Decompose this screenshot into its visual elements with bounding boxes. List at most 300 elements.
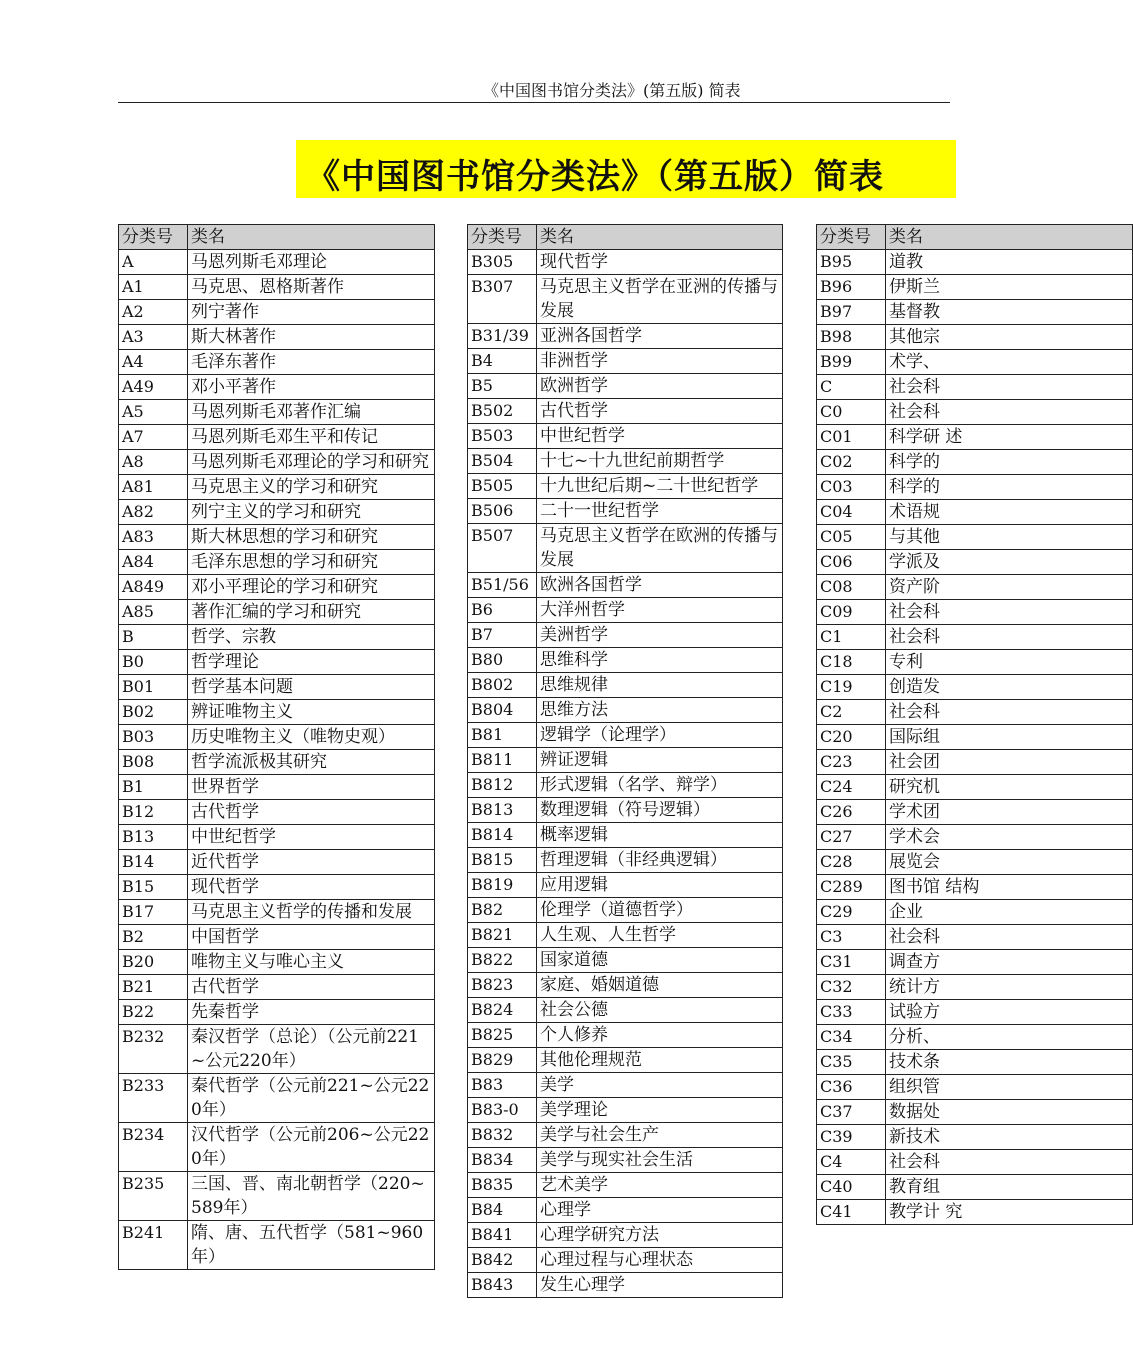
table-row [817,775,1133,800]
class-code: B6 [468,598,537,623]
table-row [119,675,435,700]
class-code: B241 [119,1221,188,1270]
header-code: 分类号 [817,225,886,250]
class-code: C20 [817,725,886,750]
class-name: 哲学理论 [188,650,435,675]
table-row [468,1048,783,1073]
running-header-text: 《中国图书馆分类法》(第五版) 简表 [483,81,741,100]
table-row [119,625,435,650]
class-code: B804 [468,698,537,723]
class-code: C33 [817,1000,886,1025]
table-row [817,1075,1133,1100]
class-code: C01 [817,425,886,450]
class-name: 毛泽东思想的学习和研究 [188,550,435,575]
class-code: B841 [468,1223,537,1248]
class-name: 社会科 [886,600,1133,625]
class-code: B81 [468,723,537,748]
class-name: 调查方 [886,950,1133,975]
class-code: B21 [119,975,188,1000]
class-code: C31 [817,950,886,975]
table-row [468,698,783,723]
class-code: B96 [817,275,886,300]
table-row [817,1100,1133,1125]
class-name: 学派及 [886,550,1133,575]
class-name: 斯大林思想的学习和研究 [188,525,435,550]
table-row [817,450,1133,475]
class-name: 数理逻辑（符号逻辑） [537,798,783,823]
table-row [119,800,435,825]
class-code: A85 [119,600,188,625]
class-name: 逻辑学（论理学） [537,723,783,748]
class-code: B82 [468,898,537,923]
table-row [817,400,1133,425]
class-code: B814 [468,823,537,848]
class-code: C32 [817,975,886,1000]
class-name: 学术会 [886,825,1133,850]
table-row [817,1200,1133,1225]
class-name: 秦代哲学（公元前221~公元220年） [188,1074,435,1123]
class-name: 家庭、婚姻道德 [537,973,783,998]
table-row [119,975,435,1000]
table-row [817,325,1133,350]
class-name: 人生观、人生哲学 [537,923,783,948]
class-code: C04 [817,500,886,525]
table-row [119,825,435,850]
table-row [119,550,435,575]
class-name: 马克思主义哲学在欧洲的传播与发展 [537,524,783,573]
table-row [119,425,435,450]
class-code: A82 [119,500,188,525]
table-row [468,623,783,648]
class-name: 伦理学（道德哲学） [537,898,783,923]
table-row [817,900,1133,925]
class-code: B824 [468,998,537,1023]
class-code: A2 [119,300,188,325]
table-row [817,1150,1133,1175]
class-name: 统计方 [886,975,1133,1000]
class-name: 组织管 [886,1075,1133,1100]
class-name: 专利 [886,650,1133,675]
class-code: B835 [468,1173,537,1198]
class-name: 马恩列斯毛邓理论 [188,250,435,275]
class-name: 非洲哲学 [537,349,783,374]
table-row [468,1023,783,1048]
class-name: 术学、 [886,350,1133,375]
table-row [468,873,783,898]
header-name: 类名 [886,225,1133,250]
class-name: 社会科 [886,400,1133,425]
class-code: C02 [817,450,886,475]
table-row [468,399,783,424]
class-code: B83 [468,1073,537,1098]
table-row [817,600,1133,625]
class-code: B7 [468,623,537,648]
class-code: B815 [468,848,537,873]
table-row [119,1221,435,1270]
class-name: 列宁主义的学习和研究 [188,500,435,525]
class-name: 马克思主义哲学的传播和发展 [188,900,435,925]
class-code: C06 [817,550,886,575]
table-row [817,425,1133,450]
table-row [119,300,435,325]
class-code: B80 [468,648,537,673]
table-row [817,625,1133,650]
table-row [817,475,1133,500]
class-code: B99 [817,350,886,375]
table-row [817,575,1133,600]
table-row [468,898,783,923]
table-row [817,725,1133,750]
class-name: 展览会 [886,850,1133,875]
class-code: C26 [817,800,886,825]
class-code: C35 [817,1050,886,1075]
class-name: 教学计 究 [886,1200,1133,1225]
class-code: C19 [817,675,886,700]
table-row [468,1098,783,1123]
table-row [468,1198,783,1223]
class-name: 美学 [537,1073,783,1098]
table-row [468,723,783,748]
class-code: B08 [119,750,188,775]
class-name: 美学与社会生产 [537,1123,783,1148]
table-row [468,973,783,998]
class-name: 马恩列斯毛邓生平和传记 [188,425,435,450]
class-code: B832 [468,1123,537,1148]
class-name: 资产阶 [886,575,1133,600]
class-name: 社会公德 [537,998,783,1023]
class-name: 心理过程与心理状态 [537,1248,783,1273]
class-code: B821 [468,923,537,948]
class-code: B03 [119,725,188,750]
class-name: 与其他 [886,525,1133,550]
class-code: B232 [119,1025,188,1074]
table-row [119,875,435,900]
class-code: C1 [817,625,886,650]
class-code: B502 [468,399,537,424]
class-code: B1 [119,775,188,800]
table-row [817,1000,1133,1025]
class-name: 形式逻辑（名学、辩学） [537,773,783,798]
class-name: 道教 [886,250,1133,275]
document-title: 《中国图书馆分类法》（第五版）简表 [306,157,884,197]
table-row [817,875,1133,900]
class-code: A4 [119,350,188,375]
classification-table [118,224,435,1270]
class-code: A83 [119,525,188,550]
class-code: A5 [119,400,188,425]
class-code: B12 [119,800,188,825]
class-name: 伊斯兰 [886,275,1133,300]
class-code: B812 [468,773,537,798]
class-name: 近代哲学 [188,850,435,875]
class-code: B02 [119,700,188,725]
table-row [119,700,435,725]
class-name: 图书馆 结构 [886,875,1133,900]
class-name: 美洲哲学 [537,623,783,648]
class-name: 美学与现实社会生活 [537,1148,783,1173]
class-name: 马克思主义的学习和研究 [188,475,435,500]
class-code: C2 [817,700,886,725]
table-row [468,823,783,848]
class-code: C28 [817,850,886,875]
class-code: C27 [817,825,886,850]
table-row [119,525,435,550]
class-code: B31/39 [468,324,537,349]
class-name: 中世纪哲学 [537,424,783,449]
class-name: 社会团 [886,750,1133,775]
class-code: B307 [468,275,537,324]
title-banner [296,140,956,198]
class-code: A3 [119,325,188,350]
table-row [119,600,435,625]
table-row [817,850,1133,875]
running-header [118,76,950,103]
class-code: C36 [817,1075,886,1100]
class-code: B843 [468,1273,537,1298]
class-name: 三国、晋、南北朝哲学（220~589年） [188,1172,435,1221]
class-name: 马恩列斯毛邓理论的学习和研究 [188,450,435,475]
class-name: 汉代哲学（公元前206~公元220年） [188,1123,435,1172]
table-row [119,1172,435,1221]
class-code: B14 [119,850,188,875]
class-code: B [119,625,188,650]
class-name: 思维科学 [537,648,783,673]
class-code: C40 [817,1175,886,1200]
table-row [817,650,1133,675]
class-name: 试验方 [886,1000,1133,1025]
class-name: 术语规 [886,500,1133,525]
table-row [119,325,435,350]
class-name: 亚洲各国哲学 [537,324,783,349]
class-code: B811 [468,748,537,773]
table-row [468,748,783,773]
class-code: A81 [119,475,188,500]
table-row [468,998,783,1023]
table-row [817,675,1133,700]
class-code: B813 [468,798,537,823]
class-name: 教育组 [886,1175,1133,1200]
table-row [468,1273,783,1298]
class-name: 基督教 [886,300,1133,325]
class-code: B4 [468,349,537,374]
class-name: 中国哲学 [188,925,435,950]
table-row [817,500,1133,525]
class-code: C41 [817,1200,886,1225]
class-name: 数据处 [886,1100,1133,1125]
table-row [817,375,1133,400]
table-row [817,1125,1133,1150]
class-name: 大洋州哲学 [537,598,783,623]
class-code: C289 [817,875,886,900]
class-name: 历史唯物主义（唯物史观） [188,725,435,750]
table-row [119,900,435,925]
class-code: C09 [817,600,886,625]
class-name: 二十一世纪哲学 [537,499,783,524]
class-name: 思维规律 [537,673,783,698]
class-code: B15 [119,875,188,900]
class-name: 概率逻辑 [537,823,783,848]
class-name: 学术团 [886,800,1133,825]
table-row [817,550,1133,575]
table-row [119,750,435,775]
table-row [119,950,435,975]
class-name: 古代哲学 [537,399,783,424]
table-row [817,975,1133,1000]
table-row [119,925,435,950]
table-header-row [468,225,783,250]
table-row [468,250,783,275]
class-name: 哲学、宗教 [188,625,435,650]
class-name: 欧洲各国哲学 [537,573,783,598]
table-row [468,1073,783,1098]
header-code: 分类号 [119,225,188,250]
class-name: 隋、唐、五代哲学（581~960年） [188,1221,435,1270]
class-name: 思维方法 [537,698,783,723]
table-row [468,773,783,798]
table-row [468,1148,783,1173]
class-name: 古代哲学 [188,975,435,1000]
table-row [468,424,783,449]
class-code: B98 [817,325,886,350]
class-code: C08 [817,575,886,600]
table-row [119,1074,435,1123]
header-name: 类名 [188,225,435,250]
table-row [119,450,435,475]
class-name: 艺术美学 [537,1173,783,1198]
table-row [119,500,435,525]
class-code: B20 [119,950,188,975]
class-code: B504 [468,449,537,474]
class-code: C23 [817,750,886,775]
class-name: 科学研 述 [886,425,1133,450]
table-row [468,1173,783,1198]
class-code: B22 [119,1000,188,1025]
table-row [119,1123,435,1172]
class-code: B83-0 [468,1098,537,1123]
class-name: 技术条 [886,1050,1133,1075]
class-code: C0 [817,400,886,425]
class-code: B829 [468,1048,537,1073]
table-row [468,648,783,673]
classification-table [467,224,783,1298]
class-name: 斯大林著作 [188,325,435,350]
class-name: 心理学研究方法 [537,1223,783,1248]
table-row [119,375,435,400]
class-name: 马恩列斯毛邓著作汇编 [188,400,435,425]
table-row [468,573,783,598]
class-name: 唯物主义与唯心主义 [188,950,435,975]
table-column-2 [467,224,782,1345]
class-name: 发生心理学 [537,1273,783,1298]
class-code: B234 [119,1123,188,1172]
class-name: 社会科 [886,700,1133,725]
table-row [468,324,783,349]
table-row [468,1223,783,1248]
class-code: C24 [817,775,886,800]
class-name: 分析、 [886,1025,1133,1050]
class-code: B822 [468,948,537,973]
class-code: B233 [119,1074,188,1123]
class-code: B503 [468,424,537,449]
class-name: 马克思、恩格斯著作 [188,275,435,300]
table-row [817,700,1133,725]
table-column-1 [118,224,434,1345]
class-code: B506 [468,499,537,524]
class-code: B505 [468,474,537,499]
class-code: C3 [817,925,886,950]
table-row [468,374,783,399]
table-row [468,524,783,573]
table-row [119,575,435,600]
class-code: C05 [817,525,886,550]
class-name: 现代哲学 [537,250,783,275]
class-code: A8 [119,450,188,475]
table-row [817,1175,1133,1200]
table-row [817,275,1133,300]
table-row [119,850,435,875]
class-name: 企业 [886,900,1133,925]
class-name: 先秦哲学 [188,1000,435,1025]
class-name: 社会科 [886,925,1133,950]
class-name: 其他宗 [886,325,1133,350]
class-name: 辨证逻辑 [537,748,783,773]
class-name: 邓小平著作 [188,375,435,400]
table-row [817,1025,1133,1050]
class-name: 应用逻辑 [537,873,783,898]
class-code: B84 [468,1198,537,1223]
class-code: C [817,375,886,400]
table-row [119,275,435,300]
table-row [119,725,435,750]
class-code: C39 [817,1125,886,1150]
table-column-3 [816,224,980,1345]
class-code: B305 [468,250,537,275]
class-code: B507 [468,524,537,573]
class-name: 哲学基本问题 [188,675,435,700]
class-name: 科学的 [886,475,1133,500]
table-row [468,499,783,524]
class-name: 列宁著作 [188,300,435,325]
class-name: 著作汇编的学习和研究 [188,600,435,625]
class-code: B95 [817,250,886,275]
table-row [468,275,783,324]
table-row [817,750,1133,775]
table-row [817,800,1133,825]
class-name: 社会科 [886,625,1133,650]
class-code: A [119,250,188,275]
class-name: 古代哲学 [188,800,435,825]
class-name: 邓小平理论的学习和研究 [188,575,435,600]
class-code: A49 [119,375,188,400]
table-header-row [119,225,435,250]
class-code: B834 [468,1148,537,1173]
class-name: 国家道德 [537,948,783,973]
class-name: 欧洲哲学 [537,374,783,399]
table-row [119,250,435,275]
class-code: B842 [468,1248,537,1273]
table-row [119,775,435,800]
table-row [468,598,783,623]
class-name: 秦汉哲学（总论）（公元前221~公元220年） [188,1025,435,1074]
table-row [468,848,783,873]
table-row [119,1000,435,1025]
class-code: C29 [817,900,886,925]
class-code: A1 [119,275,188,300]
table-row [468,1248,783,1273]
class-name: 创造发 [886,675,1133,700]
class-name: 研究机 [886,775,1133,800]
table-row [468,798,783,823]
